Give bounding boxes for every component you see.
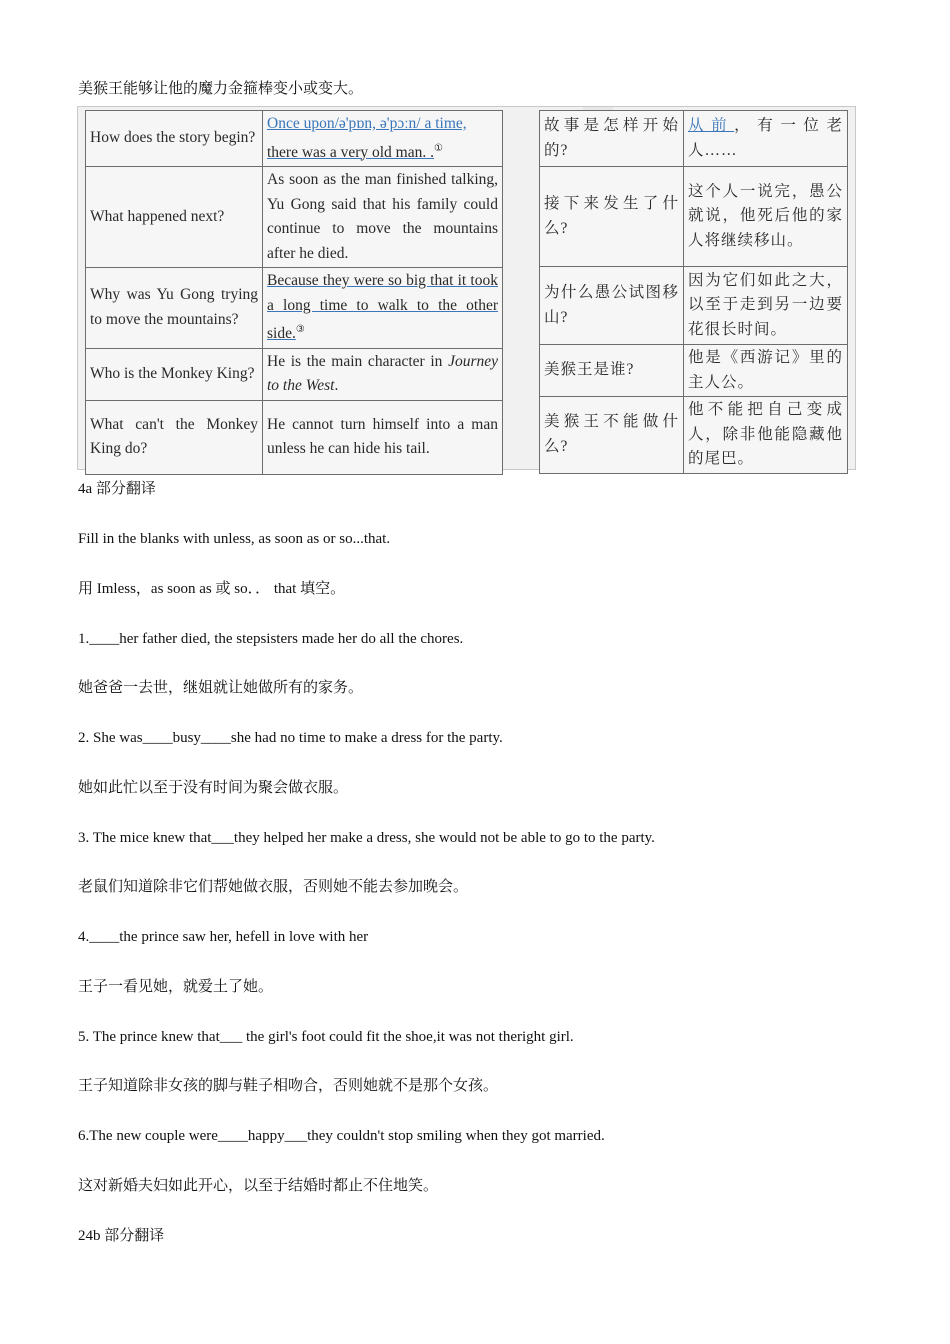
question-cell: What happened next?: [86, 167, 263, 268]
section-heading-4a: 4a 部分翻译: [78, 481, 156, 497]
table-row: [540, 345, 848, 397]
exercise-4-translation: 王子一看见她，就爱土了她。: [78, 979, 274, 995]
answer-cell: He cannot turn himself into a man unless he can hide his tail.: [263, 400, 503, 474]
exercise-1-translation: 她爸爸一去世，继姐就让她做所有的家务。: [78, 680, 364, 696]
textbook-scan: [77, 106, 856, 470]
answer-cell: 他是《西游记》里的主人公。: [684, 345, 848, 397]
table-row: [540, 167, 848, 267]
exercise-3-translation: 老鼠们知道除非它们帮她做衣服，否则她不能去参加晚会。: [78, 879, 469, 895]
english-table: [85, 110, 503, 475]
exercise-5: 5. The prince knew that___ the girl's foot could fit the shoe,it was not theright girl.: [78, 1029, 574, 1045]
answer-cell: 这个人一说完，愚公就说，他死后他的家人将继续移山。: [684, 167, 848, 267]
table-row: [540, 267, 848, 345]
question-cell: What can't the Monkey King do?: [86, 400, 263, 474]
answer-cell: 他不能把自己变成人，除非他能隐藏他的尾巴。: [684, 397, 848, 474]
question-cell: 故事是怎样开始的?: [540, 111, 684, 167]
answer-cell: He is the main character in Journey to the West.: [263, 348, 503, 400]
table-row: [86, 400, 503, 474]
answer-cell: Because they were so big that it took a long time to walk to the other side.③: [263, 268, 503, 349]
exercise-2: 2. She was____busy____she had no time to make a dress for the party.: [78, 730, 503, 746]
exercise-1: 1.____her father died, the stepsisters made her do all the chores.: [78, 631, 464, 647]
question-cell: Why was Yu Gong trying to move the mountains?: [86, 268, 263, 349]
answer-cell: Once upon/ə'pɒn, ə'pɔːn/ a time, there was a very old man. .①: [263, 111, 503, 167]
exercise-6: 6.The new couple were____happy___they couldn't stop smiling when they got married.: [78, 1128, 605, 1144]
instruction-cn: 用 Imless，as soon as 或 so．． that 填空。: [78, 581, 346, 597]
table-row: [86, 268, 503, 349]
section-heading-24b: 24b 部分翻译: [78, 1228, 165, 1244]
intro-line: 美猴王能够让他的魔力金箍棒变小或变大。: [78, 81, 364, 97]
table-row: [540, 111, 848, 167]
answer-cell: As soon as the man finished talking, Yu Gong said that his family could continue to move the mountains after he died.: [263, 167, 503, 268]
answer-cell: 因为它们如此之大，以至于走到另一边要花很长时间。: [684, 267, 848, 345]
question-cell: 美猴王是谁?: [540, 345, 684, 397]
exercise-6-translation: 这对新婚夫妇如此开心，以至于结婚时都止不住地笑。: [78, 1178, 439, 1194]
exercise-5-translation: 王子知道除非女孩的脚与鞋子相吻合，否则她就不是那个女孩。: [78, 1078, 499, 1094]
exercise-2-translation: 她如此忙以至于没有时间为聚会做衣服。: [78, 780, 349, 796]
table-row: [86, 348, 503, 400]
question-cell: 美猴王不能做什么?: [540, 397, 684, 474]
question-cell: How does the story begin?: [86, 111, 263, 167]
chinese-table: [539, 110, 848, 474]
question-cell: Who is the Monkey King?: [86, 348, 263, 400]
question-cell: 为什么愚公试图移山?: [540, 267, 684, 345]
question-cell: 接下来发生了什么?: [540, 167, 684, 267]
table-row: [540, 397, 848, 474]
table-row: [86, 111, 503, 167]
instruction-en: Fill in the blanks with unless, as soon as or so...that.: [78, 531, 391, 547]
exercise-3: 3. The mice knew that___they helped her make a dress, she would not be able to go to the party.: [78, 830, 655, 846]
table-row: [86, 167, 503, 268]
answer-cell: 从前，有一位老人……: [684, 111, 848, 167]
exercise-4: 4.____the prince saw her, hefell in love with her: [78, 929, 369, 945]
